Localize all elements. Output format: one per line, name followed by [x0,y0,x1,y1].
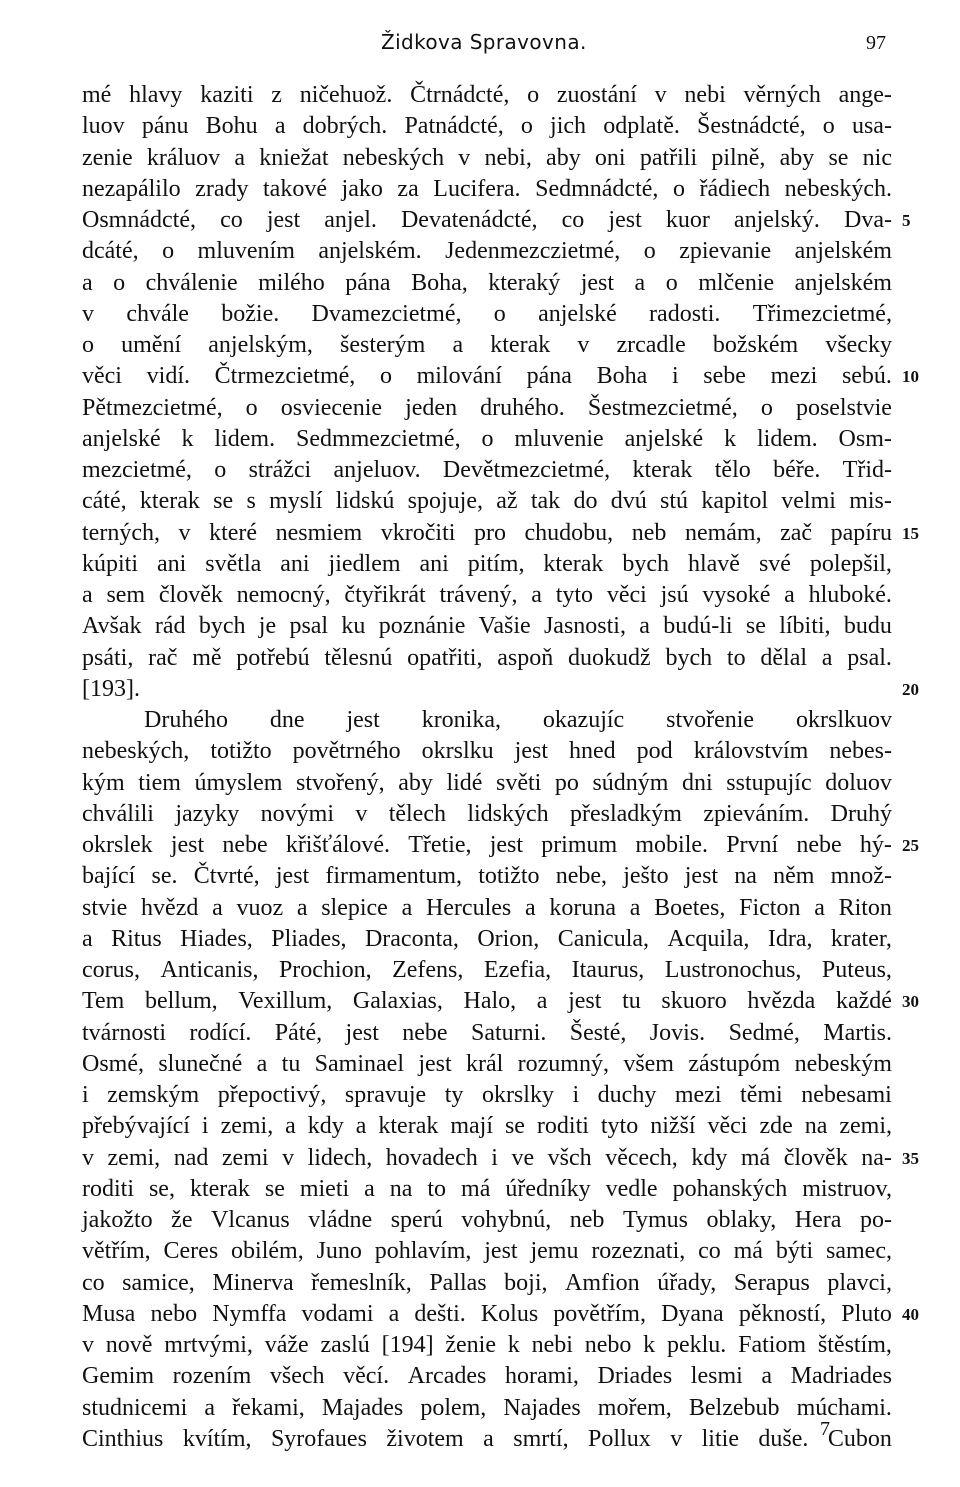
text-line: v chvále božie. Dvamezcietmé, o anjelské radosti. Třimezcietmé, [82,300,892,327]
text-line: kúpiti ani světla ani jiedlem ani pitím, kterak bych hlavě své polepšil, [82,550,892,577]
text-line: Osmé, slunečné a tu Saminael jest král rozumný, všem zástupóm nebeským [82,1050,892,1077]
text-line: jakožto že Vlcanus vládne sperú vohybnú, neb Tymus oblaky, Hera po- [82,1207,892,1233]
text-line: okrslek jest nebe křišťálové. Třetie, jest primum mobile. První nebe hý- [82,832,892,858]
text-line: Musa nebo Nymffa vodami a dešti. Kolus povětřím, Dyana pěkností, Pluto [82,1300,892,1327]
margin-line-number: 40 [902,1304,919,1324]
text-line: nebeských, totižto povětrného okrslku jest hned pod královstvím nebes- [82,738,892,765]
margin-line-number: 15 [902,523,919,543]
page-header [0,30,960,60]
text-line: Cinthius kvítím, Syrofaues životem a smrtí, Pollux v litie duše. Cubon [82,1425,892,1452]
text-line: cáté, kterak se s myslí lidskú spojuje, až tak do dvú stú kapitol velmi mis- [82,488,892,515]
text-line: a o chválenie milého pána Boha, kteraký jest a o mlčenie anjelském [82,269,892,296]
text-line: a sem člověk nemocný, čtyřikrát trávený, a tyto věci jsú vysoké a hluboké. [82,582,892,608]
margin-line-number: 25 [902,836,919,855]
text-line: terných, v které nesmiem vkročiti pro chudobu, neb nemám, zač papíru [82,519,892,546]
text-line: Druhého dne jest kronika, okazujíc stvořenie okrslkuov [144,707,892,733]
margin-line-number: 5 [902,211,911,230]
signature-mark: 7 [820,1418,830,1440]
text-line: stvie hvězd a vuoz a slepice a Hercules a koruna a Boetes, Ficton a Riton [82,894,892,921]
text-line: tvárnosti rodící. Páté, jest nebe Saturni. Šesté, Jovis. Sedmé, Martis. [82,1019,892,1046]
text-line: chválili jazyky novými v tělech lidských přesladkým zpieváním. Druhý [82,800,892,827]
text-line: mezcietmé, o strážci anjeluov. Devětmezcietmé, kterak tělo béře. Třid- [82,457,892,483]
text-line: anjelské k lidem. Sedmmezcietmé, o mluvenie anjelské k lidem. Osm- [82,425,892,452]
running-head: Židkova Spravovna. [381,30,587,54]
margin-line-number: 35 [902,1148,919,1168]
text-line: větřím, Ceres obilém, Juno pohlavím, jest jemu rozeznati, co má býti samec, [82,1238,892,1265]
text-line: luov pánu Bohu a dobrých. Patnádcté, o jich odplatě. Šestnádcté, o usa- [82,113,892,140]
text-line: bající se. Čtvrté, jest firmamentum, totižto nebe, ješto jest na něm množ- [82,863,892,890]
text-line: Gemim rozením všech věcí. Arcades horami, Driades lesmi a Madriades [82,1363,892,1390]
text-line: zenie králuov a kniežat nebeských v nebi, aby oni patřili pilně, aby se nic [82,144,892,171]
margin-line-number: 30 [902,992,919,1012]
text-line: psáti, rač mě potřebú tělesnú opatřiti, aspoň duokudž bych to dělal a psal. [82,644,892,671]
text-line: i zemským přepoctivý, spravuje ty okrslky i duchy mezi těmi nebesami [82,1082,892,1108]
text-line: Osmnádcté, co jest anjel. Devatenádcté, co jest kuor anjelský. Dva- [82,207,892,233]
text-line: nezapálilo zrady takové jako za Lucifera. Sedmnádcté, o řádiech nebeských. [82,175,892,202]
text-line: [193]. [82,675,140,702]
text-line: přebývající i zemi, a kdy a kterak mají se roditi tyto nižší věci zde na zemi, [82,1113,892,1140]
page-number: 97 [866,32,886,54]
text-line: kým tiem úmyslem stvořený, aby lidé světi po súdným dni sstupujíc doluov [82,769,892,796]
text-line: o umění anjelským, šesterým a kterak v zrcadle božském všecky [82,332,892,358]
text-line: mé hlavy kaziti z ničehuož. Čtrnádcté, o zuostání v nebi věrných ange- [82,82,892,108]
text-line: dcáté, o mluvením anjelském. Jedenmezczietmé, o zpievanie anjelském [82,238,892,265]
margin-line-number: 10 [902,367,919,387]
text-line: v zemi, nad zemi v lidech, hovadech i ve všch věcech, kdy má člověk na- [82,1144,892,1171]
text-line: corus, Anticanis, Prochion, Zefens, Ezefia, Itaurus, Lustronochus, Puteus, [82,957,892,983]
text-line: roditi se, kterak se mieti a na to má úředníky vedle pohanských mistruov, [82,1175,892,1202]
text-line: a Ritus Hiades, Pliades, Draconta, Orion, Canicula, Acquila, Idra, krater, [82,925,892,952]
margin-line-number: 20 [902,679,919,699]
text-line: Tem bellum, Vexillum, Galaxias, Halo, a jest tu skuoro hvězda každé [82,988,892,1015]
text-line: co samice, Minerva řemeslník, Pallas boji, Amfion úřady, Serapus plavci, [82,1269,892,1296]
body-text [82,80,892,1455]
text-line: v nově mrtvými, váže zaslú [194] ženie k nebi nebo k peklu. Fatiom štěstím, [82,1332,892,1358]
text-line: studnicemi a řekami, Majades polem, Najades mořem, Belzebub múchami. [82,1394,892,1421]
text-line: Avšak rád bych je psal ku poznánie Vašie Jasnosti, a budú-li se líbiti, budu [82,613,892,640]
text-line: věci vidí. Čtrmezcietmé, o milování pána Boha i sebe mezi sebú. [82,363,892,390]
text-line: Pětmezcietmé, o osviecenie jeden druhého. Šestmezcietmé, o poselstvie [82,394,892,421]
